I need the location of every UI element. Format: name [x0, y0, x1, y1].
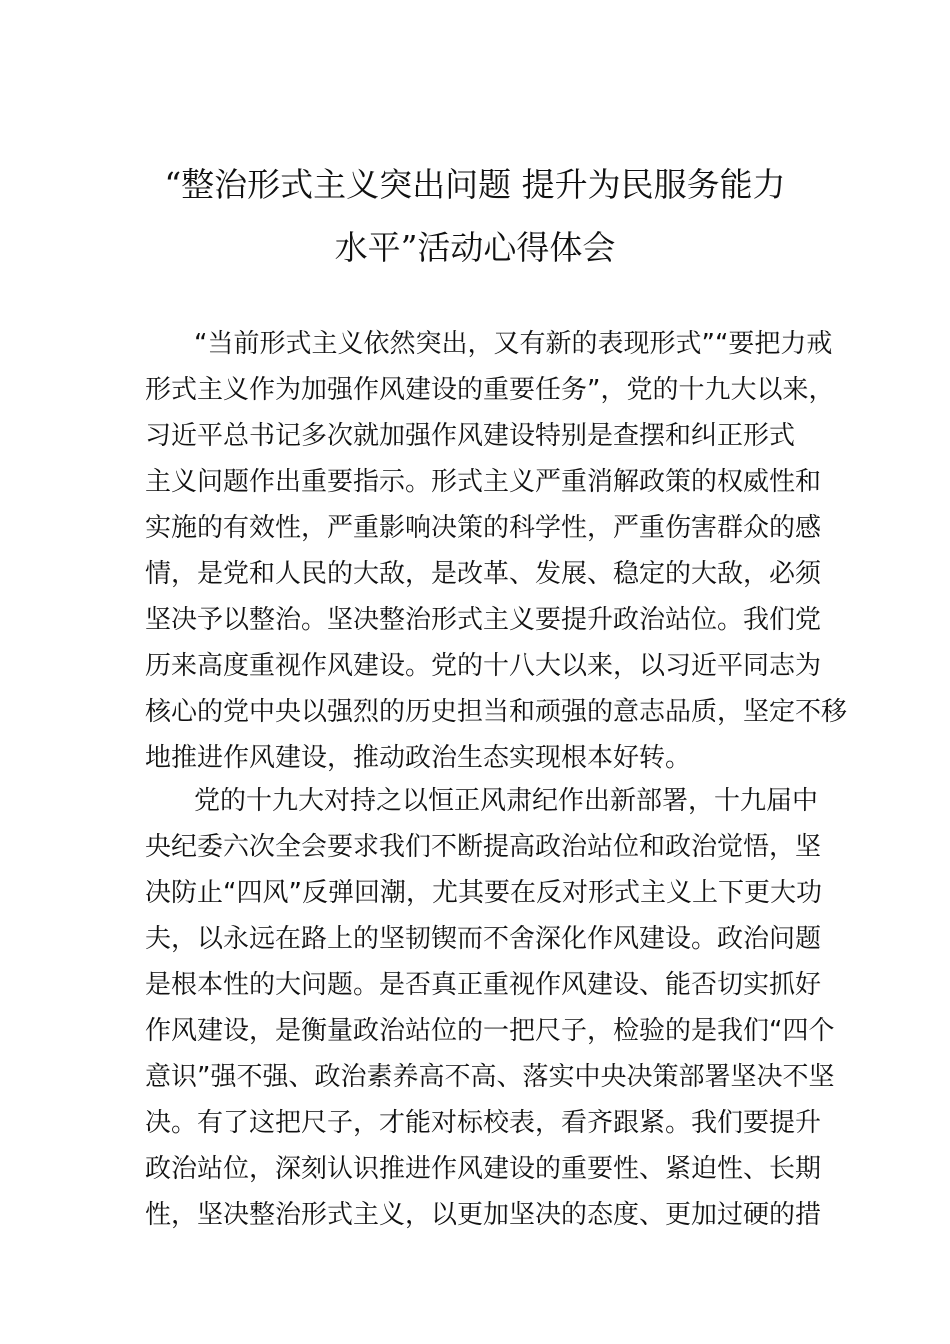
- paragraph-2-line-6: 作风建设，是衡量政治站位的一把尺子，检验的是我们“四个: [145, 1016, 835, 1046]
- paragraph-2-line-5: 是根本性的大问题。是否真正重视作风建设、能否切实抓好: [145, 970, 822, 1000]
- paragraph-2-line-1: 党的十九大对持之以恒正风肃纪作出新部署，十九届中: [194, 786, 819, 816]
- document-title-line-1: “整治形式主义突出问题 提升为民服务能力: [164, 165, 786, 204]
- paragraph-1-line-3: 习近平总书记多次就加强作风建设特别是查摆和纠正形式: [145, 421, 796, 451]
- document-title-line-2: 水平”活动心得体会: [334, 228, 616, 267]
- paragraph-1-line-10: 地推进作风建设，推动政治生态实现根本好转。: [145, 743, 692, 773]
- paragraph-1-line-5: 实施的有效性，严重影响决策的科学性，严重伤害群众的感: [145, 513, 822, 543]
- paragraph-2-line-3: 决防止“四风”反弹回潮，尤其要在反对形式主义上下更大功: [145, 878, 822, 908]
- paragraph-2-line-2: 央纪委六次全会要求我们不断提高政治站位和政治觉悟，坚: [145, 832, 822, 862]
- paragraph-2-line-10: 性，坚决整治形式主义，以更加坚决的态度、更加过硬的措: [145, 1200, 822, 1230]
- paragraph-1-line-6: 情，是党和人民的大敌，是改革、发展、稳定的大敌，必须: [145, 559, 822, 589]
- paragraph-2-line-7: 意识”强不强、政治素养高不高、落实中央决策部署坚决不坚: [145, 1062, 835, 1092]
- paragraph-2-line-9: 政治站位，深刻认识推进作风建设的重要性、紧迫性、长期: [145, 1154, 822, 1184]
- paragraph-2-line-4: 夫，以永远在路上的坚韧锲而不舍深化作风建设。政治问题: [145, 924, 822, 954]
- paragraph-1-line-4: 主义问题作出重要指示。形式主义严重消解政策的权威性和: [145, 467, 822, 497]
- paragraph-1-line-1: “当前形式主义依然突出，又有新的表现形式”“要把力戒: [194, 329, 833, 359]
- paragraph-2-line-8: 决。有了这把尺子，才能对标校表，看齐跟紧。我们要提升: [145, 1108, 822, 1138]
- paragraph-1-line-2: 形式主义作为加强作风建设的重要任务”，党的十九大以来，: [145, 375, 835, 405]
- paragraph-1-line-8: 历来高度重视作风建设。党的十八大以来，以习近平同志为: [145, 651, 822, 681]
- paragraph-1-line-7: 坚决予以整治。坚决整治形式主义要提升政治站位。我们党: [145, 605, 822, 635]
- paragraph-1-line-9: 核心的党中央以强烈的历史担当和顽强的意志品质，坚定不移: [145, 697, 848, 727]
